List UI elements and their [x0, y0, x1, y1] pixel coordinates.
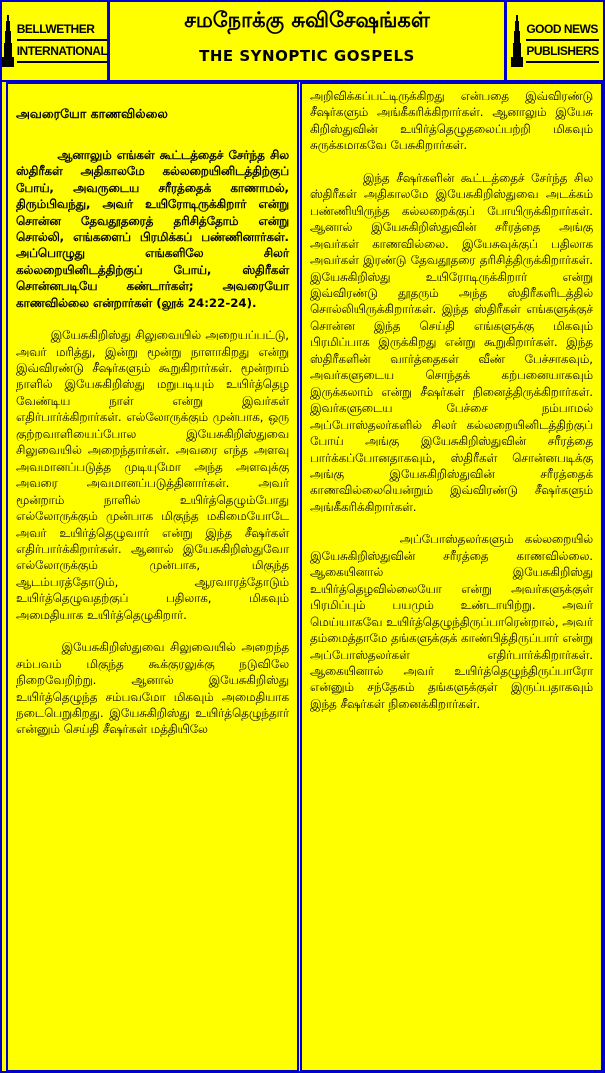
- good-news-logo: [504, 2, 603, 80]
- left-column: [6, 82, 299, 1072]
- left-logo-line1: BELLWETHER: [17, 19, 108, 41]
- left-logo-line2: INTERNATIONAL: [17, 41, 108, 63]
- bellwether-logo: [2, 2, 110, 80]
- header: [2, 2, 603, 82]
- paragraph: அறிவிக்கப்பட்டிருக்கிறது என்பதை இவ்விரண்டு சீஷர்களும் அங்கீகரிக்கிறார்கள். ஆனாலும் இயேசு கிறிஸ்துவின் உயிர்த்தெழுதலைப்பற்றி மிகவும் சுருக்கமாகவே பேசுகிறார்கள்.: [310, 89, 597, 153]
- paragraph: இந்த சீஷர்களின் கூட்டத்தைச் சேர்ந்த சில ஸ்திரீகள் அதிகாலமே இயேசுகிறிஸ்துவை அடக்கம் பண்ணியிருந்த கல்லறைக்குப் போயிருக்கிறார்கள். ஆனால் இயேசுகிறிஸ்துவின் சரீரத்தை அங்கு அவர்கள் காணவில்லை. இயேசுவுக்குப் பதிலாக அவர்கள் இரண்டு தேவதூதரை தரிசித்திருக்கிறார்கள். இயேசுகிறிஸ்து உயிரோடிருக்கிறார் என்று இவ்விரண்டு தூதரும் அந்த ஸ்திரீகளிடத்தில் சொல்லியிருக்கிறார்கள். இந்த ஸ்திரீகள் எங்களுக்குச் சொன்ன இந்த செய்தி எங்களுக்கு மிகவும் பிரமிப்பாக இருக்கிறது என்று கூறுகிறார்கள். இந்த ஸ்திரீகளின் வார்த்தைகள் வீண் பேச்சாகவும், அவர்களுடைய சொந்தக் கற்பனையாகவும் இருக்கலாம் என்று சீஷர்கள் நினைத்திருக்கிறார்கள். இவர்களுடைய பேச்சை நம்பாமல் அப்போஸ்தலர்களில் சிலர் கல்லறையினிடத்திற்குப் போய் அங்கு இயேசுகிறிஸ்துவின் சரீரத்தை பார்க்கப்போனதாகவும், ஸ்திரீகள் சொன்னபடிக்கு அங்கு இயேசுகிறிஸ்துவின் சரீரத்தைக் காணவில்லையென்றும் இவ்விரண்டு சீஷர்களும் அங்கீகரிக்கிறார்கள்.: [310, 170, 597, 514]
- title-block: [110, 2, 504, 80]
- tower-icon: [2, 15, 14, 67]
- section-heading: அவரையோ காணவில்லை: [16, 106, 168, 121]
- paragraph: இயேசுகிறிஸ்து சிலுவையில் அறையப்பட்டு, அவர் மரித்து, இன்று மூன்று நாளாகிறது என்று இவ்விரண்டு சீஷர்களும் கூறுகிறார்கள். மூன்றாம் நாளில் இயேசுகிறிஸ்து மறுபடியும் உயிர்த்தெழ வேண்டிய நாள் என்று இவர்கள் எதிர்பார்க்கிறார்கள். எல்லோருக்கும் முன்பாக, ஒரு குற்றவாளியைப்போல இயேசுகிறிஸ்துவை சிலுவையில் அறைந்தார்கள். அவரை எந்த அளவு அவமானப்படுத்த முடியுமோ அந்த அளவுக்கு அவரை அவமானப்படுத்தினார்கள். அவர் மூன்றாம் நாளில் உயிர்த்தெழும்போது எல்லோருக்கும் முன்பாக மிகுந்த மகிமையோடே அவர் உயிர்த்தெழுவார் என்று இந்த சீஷர்கள் எதிர்பார்க்கிறார்கள். ஆனால் இயேசுகிறிஸ்துவோ எல்லோருக்கும் முன்பாக, மிகுந்த ஆடம்பரத்தோடும், ஆரவாரத்தோடும் உயிர்த்தெழுவதற்குப் பதிலாக, மிகவும் அமைதியாக உயிர்த்தெழுகிறார்.: [16, 328, 293, 622]
- right-column: [300, 82, 603, 1072]
- page-title-english: THE SYNOPTIC GOSPELS: [199, 47, 415, 65]
- paragraph: அப்போஸ்தலர்களும் கல்லறையில் இயேசுகிறிஸ்துவின் சரீரத்தை காணவில்லை. ஆகையினால் இயேசுகிறிஸ்து உயிர்த்தெழவில்லையோ என்று அவர்களுக்குள் பிரமிப்பும் பயமும் உண்டாயிற்று. அவர் மெய்யாகவே உயிர்த்தெழுந்திருப்பாரென்றால், அவர் தம்மைத்தாமே தங்களுக்குக் காண்பித்திருப்பார் என்று அப்போஸ்தலர்கள் எதிர்பார்க்கிறார்கள். ஆகையினால் அவர் உயிர்த்தெழுந்திருப்பாரோ என்னும் சந்தேகம் தங்களுக்குள் இருப்பதாகவும் இந்த சீஷர்கள் நினைக்கிறார்கள்.: [310, 532, 597, 711]
- right-logo-line2: PUBLISHERS: [526, 41, 598, 63]
- paragraph: இயேசுகிறிஸ்துவை சிலுவையில் அறைந்த சம்பவம் மிகுந்த கூக்குரலுக்கு நடுவிலே நிறைவேறிற்று. ஆனால் இயேசுகிறிஸ்து உயிர்த்தெழுந்த சம்பவமோ மிகவும் அமைதியாக நடைபெறுகிறது. இயேசுகிறிஸ்து உயிர்த்தெழுந்தார் என்னும் செய்தி சீஷர்கள் மத்தியிலே: [16, 640, 293, 737]
- right-logo-line1: GOOD NEWS: [526, 19, 598, 41]
- page-title-tamil: சமநோக்கு சுவிசேஷங்கள்: [184, 8, 430, 32]
- tower-icon: [511, 15, 523, 67]
- scripture-quote: ஆனாலும் எங்கள் கூட்டத்தைச் சேர்ந்த சில ஸ்திரீகள் அதிகாலமே கல்லறையினிடத்திற்குப் போய், அவருடைய சரீரத்தைக் காணாமல், திரும்பிவந்து, அவர் உயிரோடிருக்கிறார் என்று சொன்ன தேவதூதரைத் தரிசித்தோம் என்று சொல்லி, எங்களைப் பிரமிக்கப் பண்ணினார்கள். அப்பொழுது எங்களிலே சிலர் கல்லறையினிடத்திற்குப் போய், ஸ்திரீகள் சொன்னபடியே கண்டார்கள்; அவரையோ காணவில்லை என்றார்கள் (லூக் 24:22-24).: [16, 148, 294, 310]
